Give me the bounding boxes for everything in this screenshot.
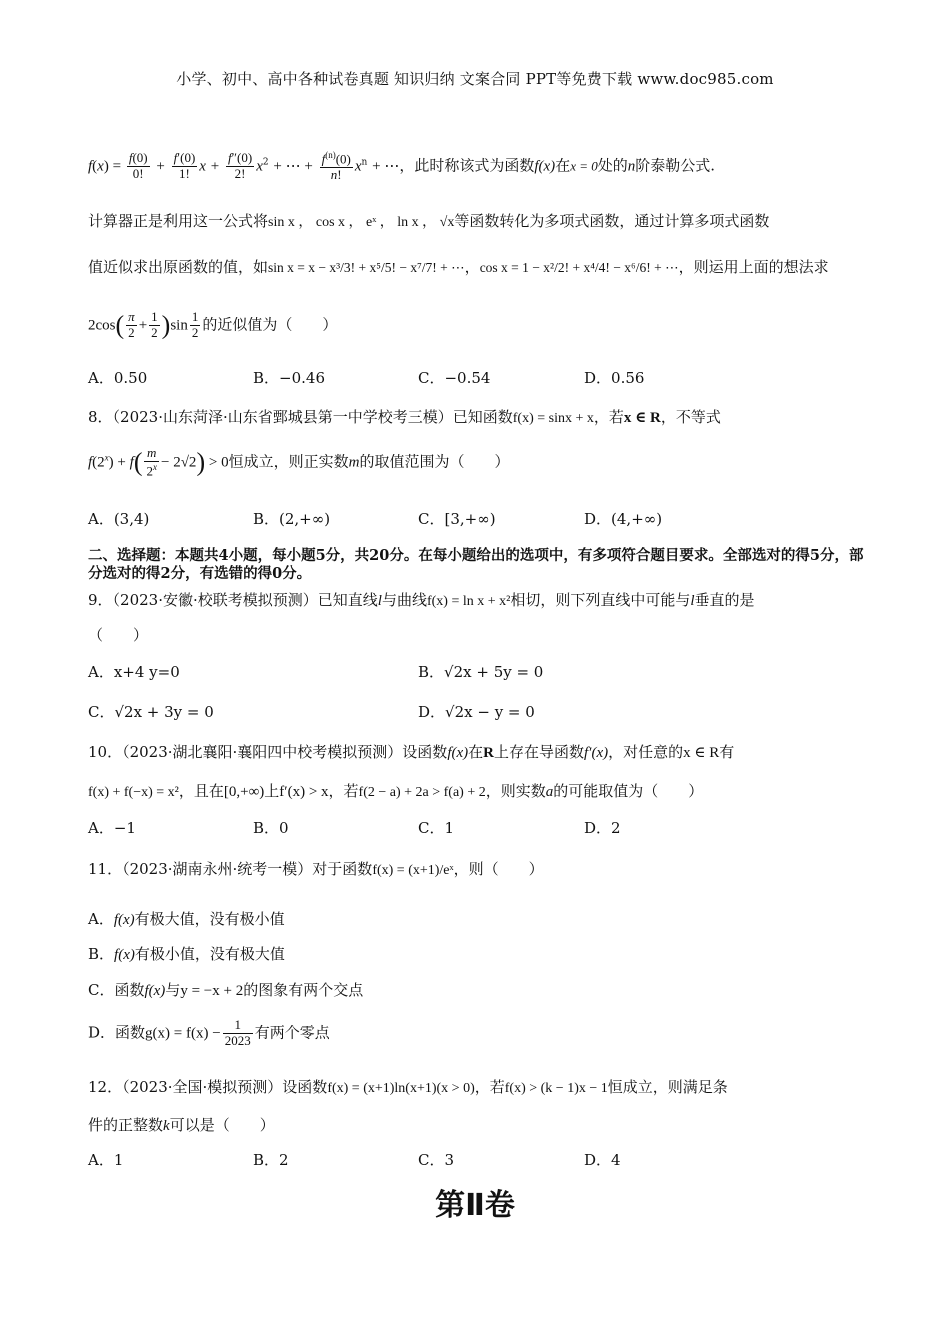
q11-opt-a-text: 有极大值，没有极小值 (134, 910, 285, 928)
q8-option-d[interactable]: D．(4,+∞) (584, 510, 663, 528)
q11-opt-b-text: 有极小值，没有极大值 (134, 945, 285, 963)
q7-where: 处的 (597, 156, 628, 175)
q11-opt-d-den: 2023 (224, 1032, 251, 1048)
q10-interval: [0,+∞) (223, 784, 265, 800)
q10-stem-b: 在 (468, 743, 484, 761)
q12-stem-e: 可以是（ ） (169, 1116, 275, 1134)
q9-stem-b: 与曲线 (381, 591, 427, 609)
q11-opt-d-g: g(x) = f(x) − (145, 1025, 221, 1042)
q8-stem (88, 406, 721, 427)
part-title: 第Ⅱ卷 (435, 1188, 515, 1223)
q12-stem-line1 (88, 1076, 728, 1097)
q9-stem-c: 相切，则下列直线中可能与 (510, 591, 691, 609)
q12-stem-d: 件的正整数 (88, 1116, 164, 1134)
q12-option-a[interactable]: A．1 (88, 1151, 124, 1169)
q12-stem-a: 12．（2023·全国·模拟预测）设函数 (88, 1078, 328, 1096)
q11-option-c[interactable] (88, 979, 363, 1000)
q9-l-2: l (690, 593, 695, 609)
q8-stem-e: 的取值范围为（ ） (359, 452, 510, 471)
q12-k: k (163, 1118, 170, 1134)
q10-stem-j: 的可能取值为（ ） (553, 782, 704, 800)
q10-ineq2: f(2 − a) + 2a > f(a) + 2 (358, 785, 486, 800)
q11-stem-b: ，则（ ） (453, 860, 544, 878)
q7-funcs: sin x ， cos x ， eˣ ， ln x ， √x (268, 215, 455, 230)
q9-stem-a: 9．（2023·安徽·校联考模拟预测）已知直线 (88, 591, 378, 609)
q7-order: 阶泰勒公式. (635, 156, 716, 175)
q10-stem-e: 有 (719, 743, 735, 761)
q11-opt-c-text: 的图象有两个交点 (243, 981, 364, 999)
q10-option-c[interactable]: C．1 (418, 819, 455, 837)
q12-option-d[interactable]: D．4 (584, 1151, 621, 1169)
q7-taylor-tail: ，此时称该式为函数 (399, 156, 535, 175)
q10-stem-g: 上 (264, 782, 280, 800)
q7-expr-tail: 的近似值为（ ） (202, 315, 338, 334)
q7-option-d[interactable]: D．0.56 (584, 369, 645, 387)
q7-line3-a: 值近似求出原函数的值，如 (88, 258, 269, 276)
q10-option-d[interactable]: D．2 (584, 819, 621, 837)
q7-sin-series: sin x = x − x³/3! + x⁵/5! − x⁷/7! + ⋯ (268, 260, 465, 275)
q12-func: f(x) = (x+1)ln(x+1)(x > 0) (327, 1081, 475, 1096)
q9-curve: f(x) = ln x + x² (426, 594, 511, 609)
q12-option-b[interactable]: B．2 (253, 1151, 289, 1169)
q9-l: l (377, 593, 382, 609)
q7-line3: 值近似求出原函数的值，如sin x = x − x³/3! + x⁵/5! − x⁷/7! + ⋯，cos x = 1 − x²/2! + x⁴/4! − x⁶/6! + ⋯，则运用上面的想法求 (88, 258, 829, 276)
q7-at: 在 (555, 156, 571, 175)
q7-line2-b: 等函数转化为多项式函数，通过计算多项式函数 (454, 212, 770, 230)
q10-option-b[interactable]: B．0 (253, 819, 289, 837)
q11-opt-a-label: A． (88, 910, 114, 928)
q12-stem-line2 (88, 1114, 275, 1135)
section-2-heading: 二、选择题：本题共4小题，每小题5分，共20分。在每小题给出的选项中，有多项符合题目要求。全部选对的得5分，部分选对的得2分，有选错的得0分。 (88, 547, 864, 582)
q11-stem-a: 11．（2023·湖南永州·统考一模）对于函数 (88, 860, 373, 878)
q11-opt-b-label: B． (88, 945, 115, 963)
q11-opt-a-f: f(x) (113, 912, 135, 928)
q9-option-a[interactable]: A．x+4 y=0 (88, 663, 180, 681)
q10-stem-line2 (88, 780, 703, 801)
q12-stem-c: 恒成立，则满足条 (607, 1078, 728, 1096)
q11-opt-c-f: f(x) (144, 983, 166, 999)
q10-xR: x ∈ R (683, 745, 720, 761)
q11-func: f(x) = (x+1)/eˣ (372, 863, 454, 878)
q8-option-b[interactable]: B．(2,+∞) (253, 510, 331, 528)
q11-option-d[interactable] (88, 1018, 330, 1049)
q7-option-b[interactable]: B．−0.46 (253, 369, 325, 387)
q8-stem-a: 8．（2023·山东菏泽·山东省鄄城县第一中学校考三模）已知函数 (88, 408, 513, 426)
q7-line3-b: ，则运用上面的想法求 (678, 258, 829, 276)
q10-stem-line1 (88, 741, 734, 762)
q10-ineq: f′(x) > x (279, 784, 329, 800)
q8-m: m (348, 454, 360, 471)
q8-option-a[interactable]: A．(3,4) (88, 510, 150, 528)
q9-stem (88, 589, 755, 610)
q10-stem-a: 10．（2023·湖北襄阳·襄阳四中校考模拟预测）设函数 (88, 743, 448, 761)
q7-expression: 2cos( $\frac{\pi}{2}$ + $\frac{1}{2}$ )sin $\frac{1}{2}$ 的近似值为（ ） (88, 309, 338, 340)
q9-option-c[interactable]: C．√2x + 3y = 0 (88, 703, 214, 721)
q7-line2-a: 计算器正是利用这一公式将 (88, 212, 269, 230)
q8-stem-c: ，不等式 (660, 408, 721, 426)
q9-paren: （ ） (88, 626, 149, 644)
q8-stem-d: 恒成立，则正实数 (228, 452, 349, 471)
q11-opt-c-with: 与 (165, 981, 181, 999)
q11-opt-b-f: f(x) (114, 947, 135, 963)
q10-stem-h: ，若 (328, 782, 359, 800)
q10-R: R (483, 745, 494, 761)
q9-option-d[interactable]: D．√2x − y = 0 (418, 703, 535, 721)
q8-inequality: $f(2^x) + f$( $\frac{m}{2^x}$ − 2√2) > 0恒成立，则正实数m的取值范围为（ ） (88, 445, 510, 479)
q11-stem (88, 858, 544, 879)
q9-option-b[interactable]: B．√2x + 5y = 0 (418, 663, 544, 681)
q12-option-c[interactable]: C．3 (418, 1151, 455, 1169)
q12-stem-b: ，若 (474, 1078, 505, 1096)
q10-stem-f: ，且在 (178, 782, 224, 800)
q8-func: f(x) = sinx + x (512, 411, 594, 426)
q10-stem-d: ，对任意的 (608, 743, 684, 761)
q10-stem-i: ，则实数 (485, 782, 546, 800)
q8-stem-b: ，若 (593, 408, 624, 426)
q11-opt-c-label: C．函数 (88, 981, 145, 999)
q10-stem-c: 上存在导函数 (494, 743, 585, 761)
q7-option-c[interactable]: C．−0.54 (418, 369, 491, 387)
q9-stem-d: 垂直的是 (694, 591, 755, 609)
q12-ineq: f(x) > (k − 1)x − 1 (504, 1081, 608, 1096)
q11-opt-d-num: 1 (223, 1018, 253, 1034)
q7-x0: x = 0 (570, 158, 598, 174)
q7-line2 (88, 210, 769, 231)
q7-option-a[interactable]: A．0.50 (88, 369, 148, 387)
q10-eq: f(x) + f(−x) = x² (88, 785, 179, 800)
q11-opt-d-text: 有两个零点 (254, 1023, 330, 1042)
q10-fpx: f′(x) (584, 745, 609, 761)
q11-opt-d-label: D．函数 (88, 1023, 146, 1042)
q10-fx: f(x) (447, 745, 469, 761)
q7-n: n (627, 158, 636, 175)
q7-taylor-line: f(x) = $\frac{f(0)}{0!}$ + $\frac{f'(0)}{1!}$ x + $\frac{f''(0)}{2!}$ $x^2$ + ⋯ + $\frac{f^{(n)}(0)}{n!}$ $x^n$ + ⋯，此时称该式为函数f(x)在x = 0处的n阶泰勒公式. (88, 150, 716, 183)
page-header: 小学、初中、高中各种试卷真题 知识归纳 文案合同 PPT等免费下载 www.doc985.com (176, 70, 774, 88)
q7-fx: f(x) (534, 158, 556, 175)
q10-option-a[interactable]: A．−1 (88, 819, 136, 837)
q10-a: a (545, 784, 554, 800)
q8-cond: x ∈ R (623, 410, 661, 426)
q11-option-a[interactable] (88, 908, 285, 929)
q11-opt-c-line: y = −x + 2 (180, 983, 244, 999)
q7-cos-series: cos x = 1 − x²/2! + x⁴/4! − x⁶/6! + ⋯ (479, 260, 679, 275)
q8-option-c[interactable]: C．[3,+∞) (418, 510, 496, 528)
q11-option-b[interactable] (88, 943, 285, 964)
